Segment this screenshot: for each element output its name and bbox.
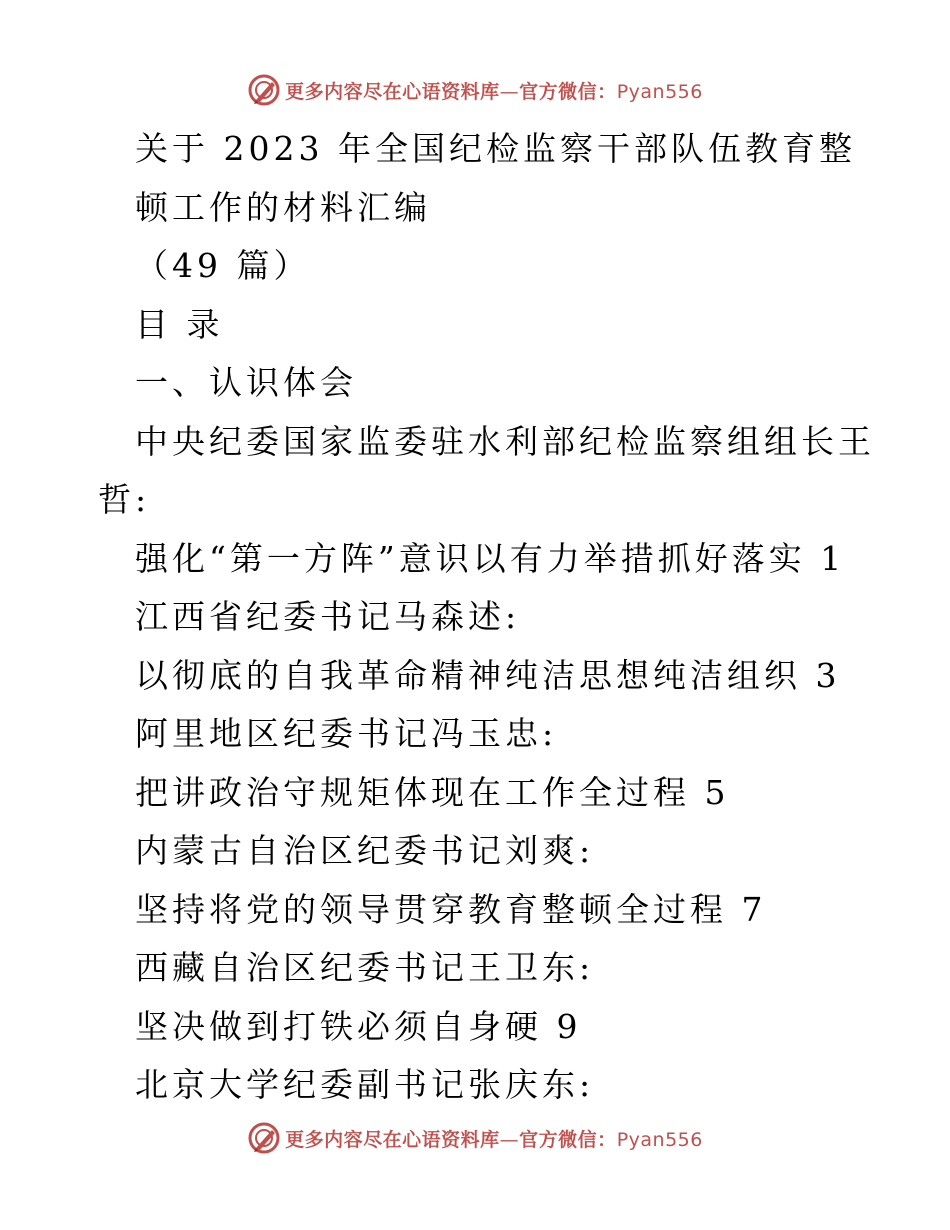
header-watermark bbox=[247, 73, 703, 107]
watermark-text bbox=[285, 77, 703, 104]
toc-author-line: 江西省纪委书记马森述: bbox=[135, 597, 521, 636]
toc-section-heading: 一、认识体会 bbox=[135, 363, 357, 402]
footer-watermark-banner bbox=[0, 1118, 950, 1158]
toc-entry-title: 坚决做到打铁必须自身硬 9 bbox=[135, 1006, 582, 1046]
watermark-dash: — bbox=[499, 1128, 520, 1151]
footer-watermark bbox=[247, 1121, 703, 1155]
watermark-text bbox=[285, 1125, 703, 1152]
watermark-wechat-label: 官方微信： bbox=[519, 80, 617, 103]
toc-author-line: 西藏自治区纪委书记王卫东: bbox=[135, 948, 595, 987]
document-body bbox=[0, 120, 950, 1115]
pen-logo-icon bbox=[247, 1121, 281, 1155]
watermark-site-name: 更多内容尽在心语资料库 bbox=[285, 80, 500, 103]
document-title-line-2: 顿工作的材料汇编 bbox=[135, 187, 431, 227]
watermark-wechat-label: 官方微信： bbox=[519, 1128, 617, 1151]
header-watermark-banner bbox=[0, 70, 950, 110]
toc-author-line: 阿里地区纪委书记冯玉忠: bbox=[135, 714, 558, 753]
watermark-site-name: 更多内容尽在心语资料库 bbox=[285, 1128, 500, 1151]
toc-entry-title: 以彻底的自我革命精神纯洁思想纯洁组织 3 bbox=[135, 655, 841, 695]
toc-author-line: 北京大学纪委副书记张庆东: bbox=[135, 1065, 595, 1104]
pen-logo-icon bbox=[247, 73, 281, 107]
watermark-wechat-id: Pyan556 bbox=[616, 80, 703, 103]
document-count: （49 篇） bbox=[135, 246, 311, 285]
toc-entry-title: 强化“第一方阵”意识以有力举措抓好落实 1 bbox=[135, 538, 846, 578]
watermark-wechat-id: Pyan556 bbox=[616, 1128, 703, 1151]
watermark-dash: — bbox=[499, 80, 520, 103]
toc-heading: 目 录 bbox=[135, 304, 224, 344]
toc-author-line-continued: 哲: bbox=[98, 480, 151, 519]
toc-entry-title: 坚持将党的领导贯穿教育整顿全过程 7 bbox=[135, 889, 767, 929]
toc-entry-title: 把讲政治守规矩体现在工作全过程 5 bbox=[135, 772, 730, 812]
toc-author-line: 内蒙古自治区纪委书记刘爽: bbox=[135, 831, 595, 870]
document-title-line-1: 关于 2023 年全国纪检监察干部队伍教育整 bbox=[135, 129, 856, 168]
toc-author-line: 中央纪委国家监委驻水利部纪检监察组组长王 bbox=[135, 421, 875, 461]
